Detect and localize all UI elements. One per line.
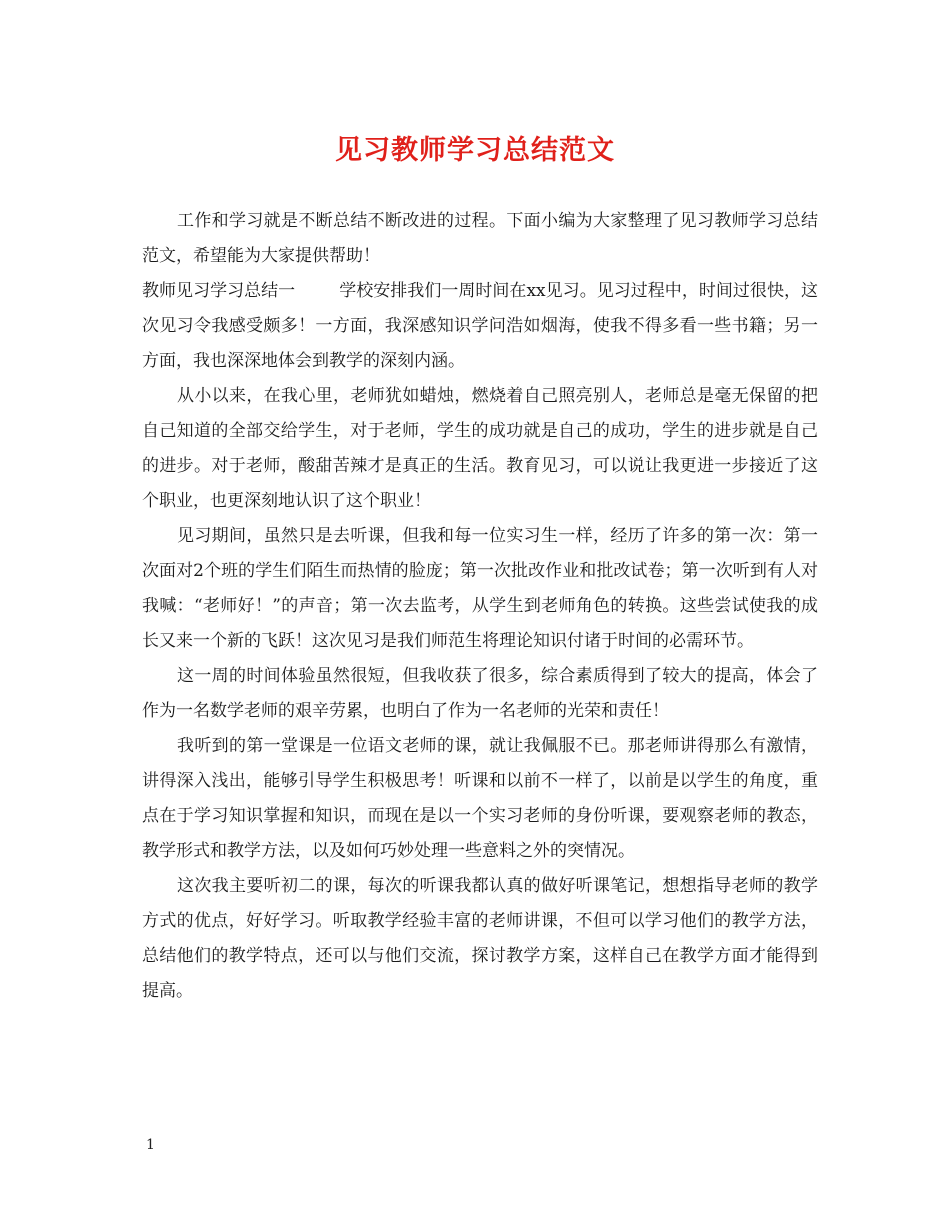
body-paragraph: 这一周的时间体验虽然很短，但我收获了很多，综合素质得到了较大的提高，体会了作为一名数学老师的艰辛劳累，也明白了作为一名老师的光荣和责任！ — [142, 666, 818, 721]
section-heading: 教师见习学习总结一 — [142, 281, 296, 301]
section-first-paragraph — [142, 274, 818, 379]
body-paragraph: 这次我主要听初二的课，每次的听课我都认真的做好听课笔记，想想指导老师的教学方式的优点，好好学习。听取教学经验丰富的老师讲课，不但可以学习他们的教学方法，总结他们的教学特点，还可以与他们交流，探讨教学方案，这样自己在教学方面才能得到提高。 — [142, 876, 818, 1001]
page-number: 1 — [146, 1137, 155, 1153]
document-title: 见习教师学习总结范文 — [335, 135, 615, 166]
section-first-text: 学校安排我们一周时间在xx见习。见习过程中，时间过很快，这次见习令我感受颇多！一方面，我深感知识学问浩如烟海，使我不得多看一些书籍；另一方面，我也深深地体会到教学的深刻内涵。 — [142, 281, 818, 371]
body-paragraph: 我听到的第一堂课是一位语文老师的课，就让我佩服不已。那老师讲得那么有激情，讲得深入浅出，能够引导学生积极思考！听课和以前不一样了，以前是以学生的角度，重点在于学习知识掌握和知识，而现在是以一个实习老师的身份听课，要观察老师的教态，教学形式和教学方法，以及如何巧妙处理一些意料之外的突情况。 — [142, 736, 818, 861]
body-paragraph: 见习期间，虽然只是去听课，但我和每一位实习生一样，经历了许多的第一次：第一次面对2个班的学生们陌生而热情的脸庞；第一次批改作业和批改试卷；第一次听到有人对我喊：“老师好！”的声音；第一次去监考，从学生到老师角色的转换。这些尝试使我的成长又来一个新的飞跃！这次见习是我们师范生将理论知识付诸于时间的必需环节。 — [142, 526, 818, 651]
body-paragraph: 从小以来，在我心里，老师犹如蜡烛，燃烧着自己照亮别人，老师总是毫无保留的把自己知道的全部交给学生，对于老师，学生的成功就是自己的成功，学生的进步就是自己的进步。对于老师，酸甜苦辣才是真正的生活。教育见习，可以说让我更进一步接近了这个职业，也更深刻地认识了这个职业！ — [142, 386, 818, 511]
document-body — [142, 204, 818, 1009]
intro-paragraph: 工作和学习就是不断总结不断改进的过程。下面小编为大家整理了见习教师学习总结范文，希望能为大家提供帮助！ — [142, 211, 818, 266]
